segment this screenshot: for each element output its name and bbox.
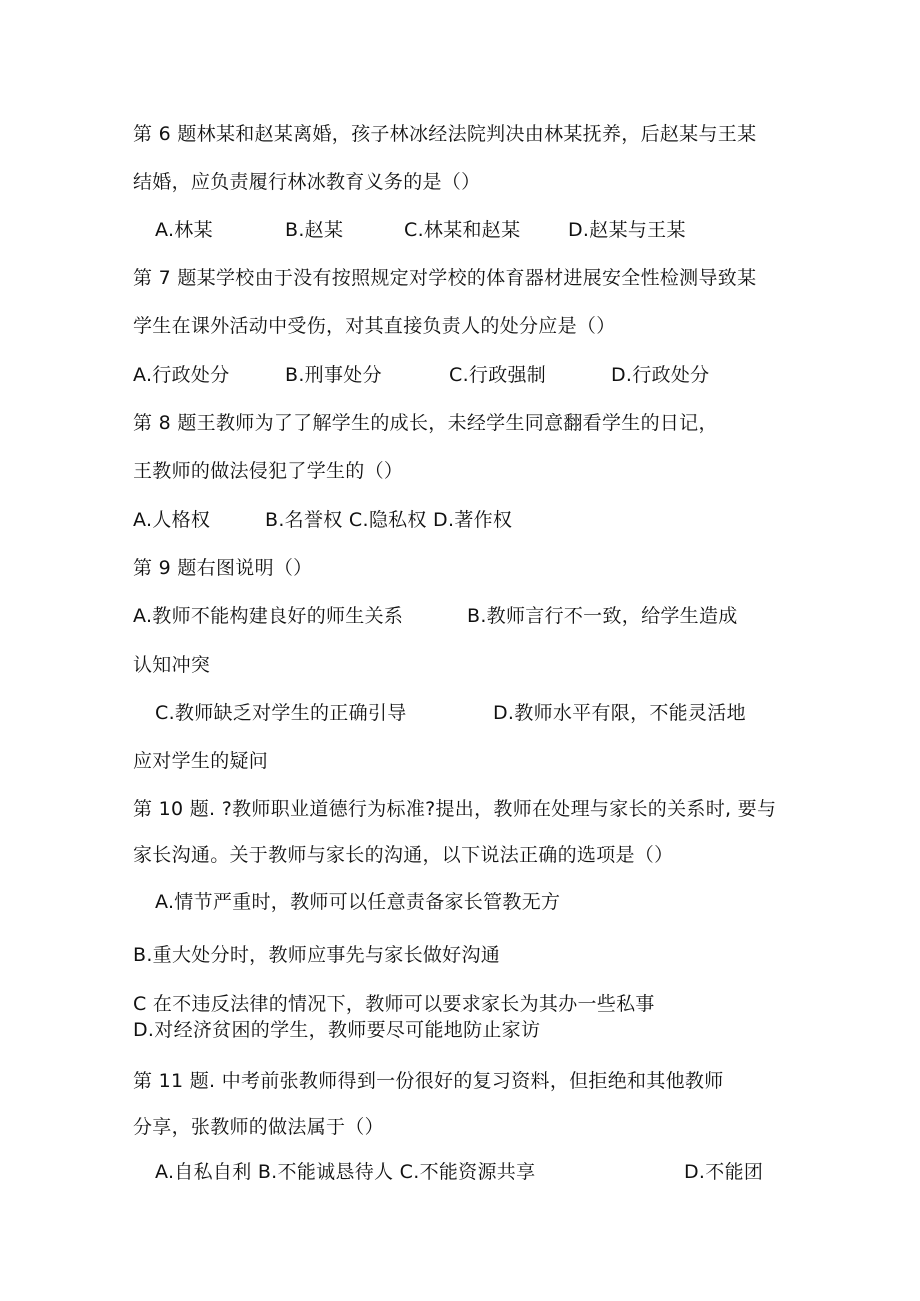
q6-option-c: C.林某和赵某 bbox=[404, 219, 521, 241]
q7-stem-line2: 学生在课外活动中受伤，对其直接负责人的处分应是（） bbox=[133, 315, 616, 337]
q11-options-abc: A.自私自利 B.不能诚恳待人 C.不能资源共享 bbox=[155, 1161, 536, 1183]
q6-option-b: B.赵某 bbox=[285, 219, 344, 241]
q10-option-a: A.情节严重时，教师可以任意责备家长管教无方 bbox=[155, 891, 561, 913]
q6-option-a: A.林某 bbox=[155, 219, 213, 241]
q11-stem-line1: 第 11 题. 中考前张教师得到一份很好的复习资料，但拒绝和其他教师 bbox=[133, 1070, 724, 1092]
q9-stem: 第 9 题右图说明（） bbox=[133, 557, 313, 579]
q10-option-c: C 在不违反法律的情况下，教师可以要求家长为其办一些私事 bbox=[133, 993, 655, 1015]
q8-stem-line1: 第 8 题王教师为了了解学生的成长，未经学生同意翻看学生的日记， bbox=[133, 412, 718, 434]
q11-option-d: D.不能团 bbox=[684, 1161, 764, 1183]
q8-stem-line2: 王教师的做法侵犯了学生的（） bbox=[133, 460, 404, 482]
q7-option-b: B.刑事处分 bbox=[285, 364, 382, 386]
q6-stem-line1: 第 6 题林某和赵某离婚，孩子林冰经法院判决由林某抚养，后赵某与王某 bbox=[133, 123, 757, 145]
q6-stem-line2: 结婚，应负责履行林冰教育义务的是（） bbox=[133, 171, 481, 193]
q9-option-d: D.教师水平有限，不能灵活地 bbox=[493, 702, 746, 724]
q7-stem-line1: 第 7 题某学校由于没有按照规定对学校的体育器材进展安全性检测导致某 bbox=[133, 267, 757, 289]
q7-option-d: D.行政处分 bbox=[611, 364, 710, 386]
q9-option-b: B.教师言行不一致，给学生造成 bbox=[467, 605, 738, 627]
q7-option-a: A.行政处分 bbox=[133, 364, 230, 386]
q9-option-b-continued: 认知冲突 bbox=[133, 654, 211, 676]
q7-option-c: C.行政强制 bbox=[449, 364, 547, 386]
q9-option-c: C.教师缺乏对学生的正确引导 bbox=[155, 702, 407, 724]
q9-option-a: A.教师不能构建良好的师生关系 bbox=[133, 605, 404, 627]
q6-option-d: D.赵某与王某 bbox=[568, 219, 686, 241]
q8-options-bcd: B.名誉权 C.隐私权 D.著作权 bbox=[265, 509, 513, 531]
q10-option-b: B.重大处分时，教师应事先与家长做好沟通 bbox=[133, 944, 501, 966]
q9-option-d-continued: 应对学生的疑问 bbox=[133, 750, 269, 772]
q10-stem-line2: 家长沟通。关于教师与家长的沟通，以下说法正确的选项是（） bbox=[133, 844, 674, 866]
q8-option-a: A.人格权 bbox=[133, 509, 211, 531]
q10-stem-line1: 第 10 题. ?教师职业道德行为标准?提出，教师在处理与家长的关系时, 要与 bbox=[133, 798, 777, 820]
q11-stem-line2: 分享，张教师的做法属于（） bbox=[133, 1116, 384, 1138]
q10-option-d: D.对经济贫困的学生，教师要尽可能地防止家访 bbox=[133, 1019, 541, 1041]
